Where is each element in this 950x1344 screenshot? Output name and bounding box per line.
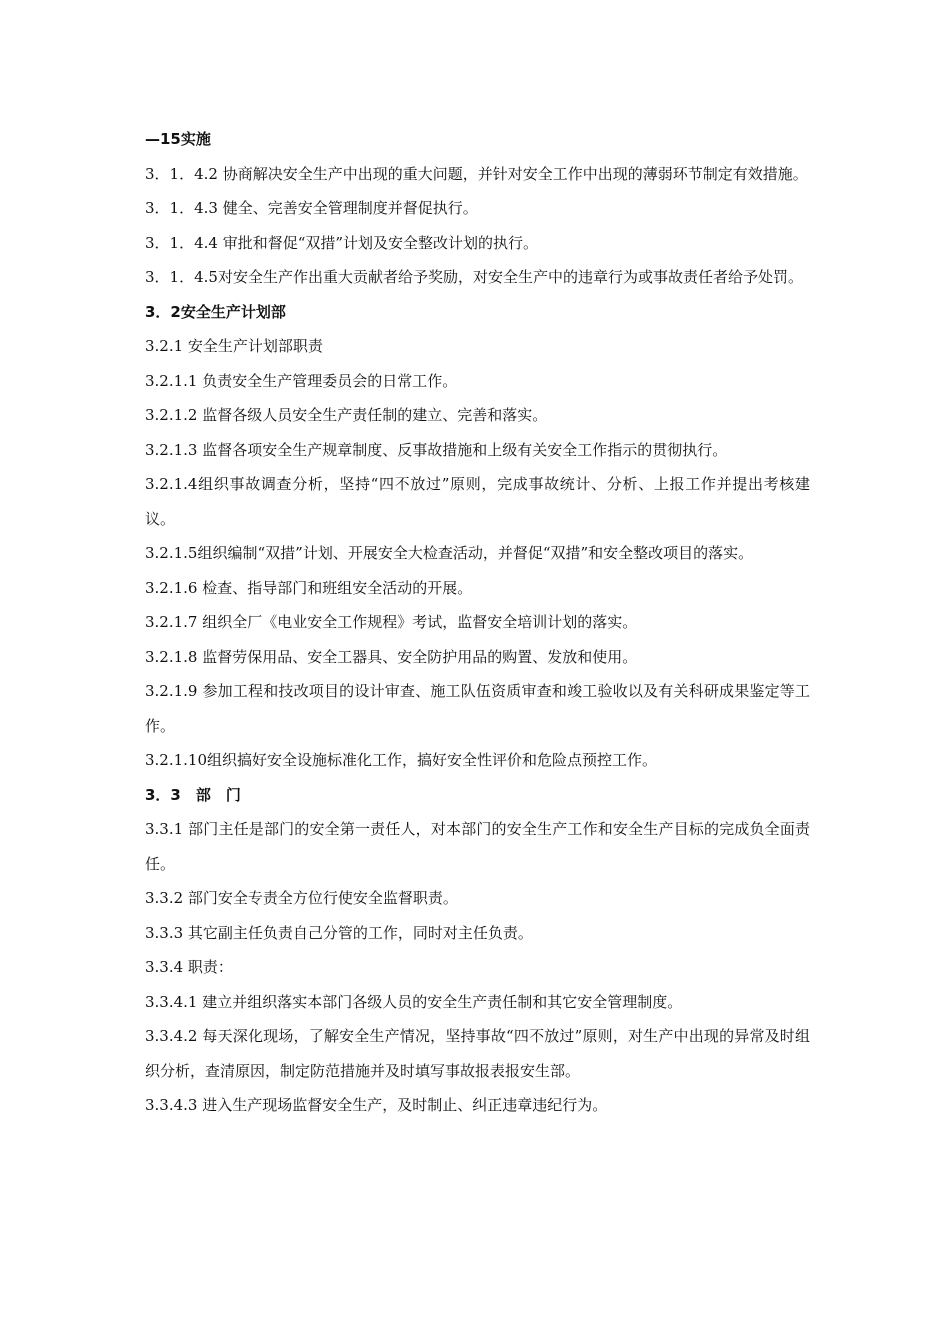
paragraph: 3.3.4.1 建立并组织落实本部门各级人员的安全生产责任制和其它安全管理制度。 [145, 992, 683, 1011]
paragraph: 3.2.1.4组织事故调查分析，坚持“四不放过”原则，完成事故统计、分析、上报工作并提出考核建议。 [145, 475, 810, 528]
paragraph: 3.2.1.7 组织全厂《电业安全工作规程》考试，监督安全培训计划的落实。 [145, 613, 638, 631]
document-body [145, 122, 810, 1123]
paragraph: 3．1．4.4 审批和督促“双措”计划及安全整改计划的执行。 [145, 233, 539, 252]
paragraph: 3.2.1.5组织编制“双措”计划、开展安全大检查活动，并督促“双措”和安全整改项目的落实。 [145, 544, 754, 562]
paragraph: 3.2.1 安全生产计划部职责 [145, 337, 323, 355]
paragraph: 3.3.3 其它副主任负责自己分管的工作，同时对主任负责。 [145, 923, 533, 942]
paragraph: 3．1．4.5对安全生产作出重大贡献者给予奖励，对安全生产中的违章行为或事故责任者给予处罚。 [145, 268, 803, 286]
paragraph: 3．1．4.3 健全、完善安全管理制度并督促执行。 [145, 199, 478, 217]
paragraph: 3.3.4.2 每天深化现场，了解安全生产情况，坚持事故“四不放过”原则，对生产中出现的异常及时组织分析，查清原因，制定防范措施并及时填写事故报表报安生部。 [145, 1027, 810, 1080]
paragraph: 3.3.1 部门主任是部门的安全第一责任人，对本部门的安全生产工作和安全生产目标的完成负全面责任。 [145, 820, 810, 873]
paragraph: 3.3.4 职责： [145, 958, 233, 976]
paragraph: 3.2.1.8 监督劳保用品、安全工器具、安全防护用品的购置、发放和使用。 [145, 647, 638, 666]
paragraph: 3.3.4.3 进入生产现场监督安全生产，及时制止、纠正违章违纪行为。 [145, 1096, 608, 1114]
paragraph: 3.2.1.9 参加工程和技改项目的设计审查、施工队伍资质审查和竣工验收以及有关科研成果鉴定等工作。 [145, 682, 810, 735]
paragraph: 3．1．4.2 协商解决安全生产中出现的重大问题，并针对安全工作中出现的薄弱环节制定有效措施。 [145, 164, 808, 183]
section-heading: 3．3 部 门 [145, 785, 241, 804]
paragraph: 3.2.1.10组织搞好安全设施标准化工作，搞好安全性评价和危险点预控工作。 [145, 751, 658, 769]
section-heading: —15实施 [145, 130, 211, 148]
paragraph: 3.2.1.6 检查、指导部门和班组安全活动的开展。 [145, 578, 473, 597]
paragraph: 3.2.1.3 监督各项安全生产规章制度、反事故措施和上级有关安全工作指示的贯彻执行。 [145, 440, 728, 459]
section-heading: 3．2安全生产计划部 [145, 302, 286, 321]
paragraph: 3.2.1.2 监督各级人员安全生产责任制的建立、完善和落实。 [145, 406, 548, 424]
paragraph: 3.3.2 部门安全专责全方位行使安全监督职责。 [145, 889, 458, 907]
paragraph: 3.2.1.1 负责安全生产管理委员会的日常工作。 [145, 371, 458, 390]
